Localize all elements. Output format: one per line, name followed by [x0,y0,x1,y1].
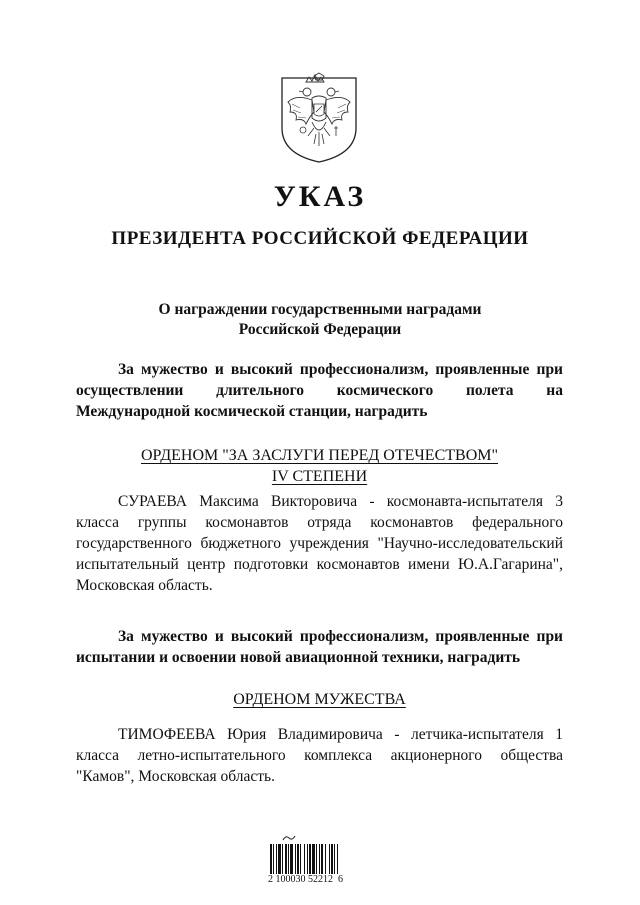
decree-heading [100,300,540,340]
barcode-mark-icon [282,834,296,842]
barcode [268,834,372,884]
section2-order [76,689,563,710]
decree-heading-line1: О награждении государственными наградами [158,301,482,318]
decree-subtitle: ПРЕЗИДЕНТА РОССИЙСКОЙ ФЕДЕРАЦИИ [111,228,529,249]
section1-order-line1: ОРДЕНОМ "ЗА ЗАСЛУГИ ПЕРЕД ОТЕЧЕСТВОМ" [140,447,499,464]
barcode-number: 2 100030 52212 6 [268,874,343,885]
section2-recipient: ТИМОФЕЕВА Юрия Владимировича - летчика-испытателя 1 класса летно-испытательного комплекса акционерного общества "Камов", Московская область. [76,726,563,785]
barcode-icon [270,844,370,874]
section2-intro: За мужество и высокий профессионализм, проявленные при испытании и освоении новой авиационной техники, наградить [76,628,563,666]
section1-order [76,445,563,487]
section1-recipient: СУРАЕВА Максима Викторовича - космонавта-испытателя 3 класса группы космонавтов отряда космонавтов федерального государственного бюджетного учреждения "Научно-исследовательский испытательный центр подготовки космонавтов имени Ю.А.Гагарина", Московская область. [76,493,563,594]
section1-intro: За мужество и высокий профессионализм, проявленные при осуществлении длительного космического полета на Международной космической станции, наградить [76,361,563,420]
coat-of-arms-icon [276,72,362,164]
decree-title: УКАЗ [273,180,367,213]
decree-heading-line2: Российской Федерации [238,321,402,338]
section2-order-line1: ОРДЕНОМ МУЖЕСТВА [233,691,406,708]
section1-order-line2: IV СТЕПЕНИ [271,468,368,485]
